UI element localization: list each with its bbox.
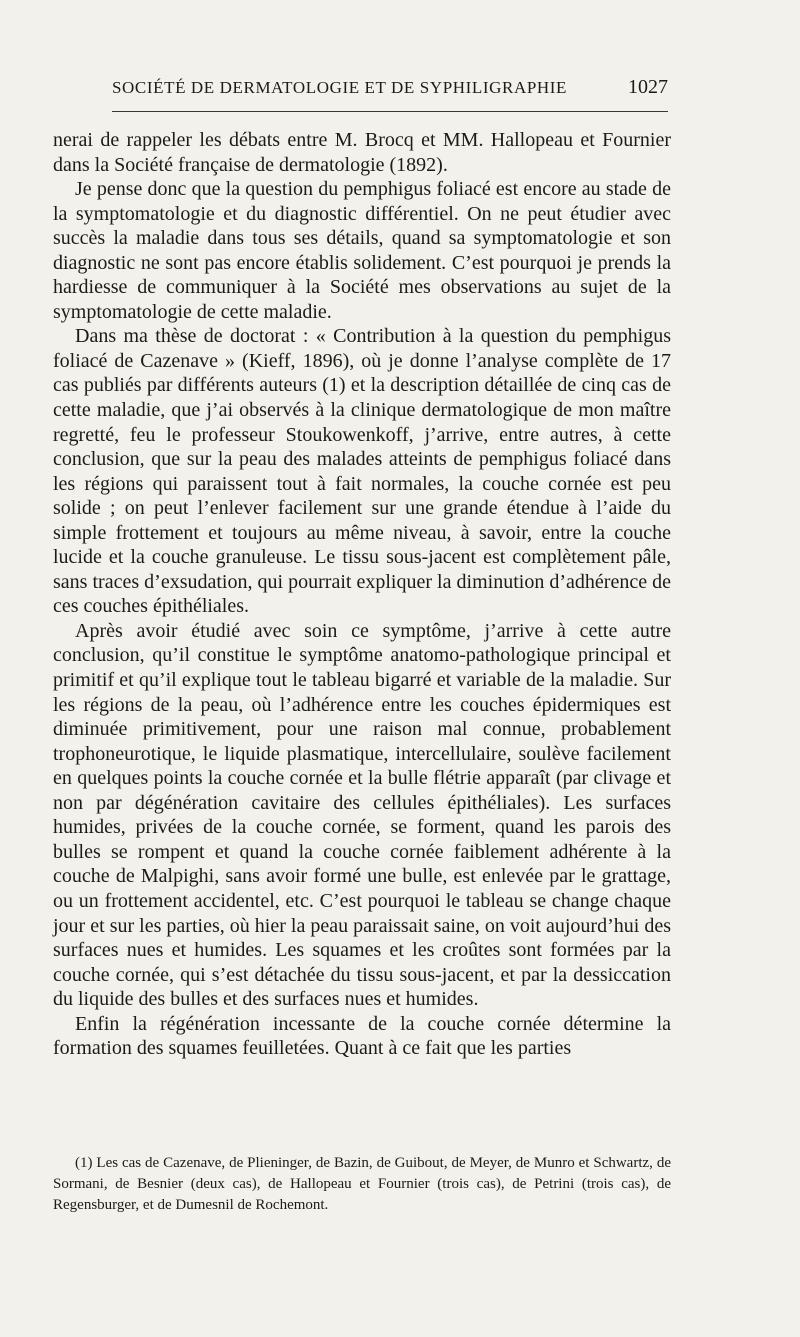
- header-rule: [112, 111, 668, 112]
- paragraph-continuation: nerai de rappeler les débats entre M. Brocq et MM. Hallopeau et Fournier dans la Société française de dermatologie (1892).: [53, 129, 671, 176]
- paragraph: Je pense donc que la question du pemphigus foliacé est encore au stade de la symptomatologie et du diagnostic différentiel. On ne peut étudier avec succès la maladie dans tous ses détails, quand sa symptomatologie et son diagnostic ne sont pas encore établis solidement. C’est pourquoi je prends la hardiesse de communiquer à la Société mes observations au sujet de la symptomatologie de cette maladie.: [53, 178, 671, 323]
- footnote-text: (1) Les cas de Cazenave, de Plieninger, de Bazin, de Guibout, de Meyer, de Munro et Schwartz, de Sormani, de Besnier (deux cas), de Hallopeau et Fournier (trois cas), de Petrini (trois cas), de Regensburger, et de Dumesnil de Rochemont.: [53, 1155, 671, 1213]
- body-text: [53, 128, 671, 1061]
- paragraph: Dans ma thèse de doctorat : « Contribution à la question du pemphigus foliacé de Cazenave » (Kieff, 1896), où je donne l’analyse complète de 17 cas publiés par différents auteurs (1) et la description détaillée de cinq cas de cette maladie, que j’ai observés à la clinique dermatologique de mon maître regretté, feu le professeur Stoukowenkoff, j’arrive, entre autres, à cette conclusion, que sur la peau des malades atteints de pemphigus foliacé dans les régions qui paraissent tout à fait normales, la couche cornée est peu solide ; on peut l’enlever facilement sur une grande étendue à l’aide du simple frottement et toujours au même niveau, à savoir, entre la couche lucide et la couche granuleuse. Le tissu sous-jacent est complètement pâle, sans traces d’exsudation, qui pourrait expliquer la diminution d’adhérence de ces couches épithéliales.: [53, 325, 671, 618]
- paragraph: Après avoir étudié avec soin ce symptôme, j’arrive à cette autre conclusion, qu’il constitue le symptôme anatomo-pathologique principal et primitif et qu’il explique tout le tableau bigarré et variable de la maladie. Sur les régions de la peau, où l’adhérence entre les couches épidermiques est diminuée primitivement, pour une raison mal connue, probablement trophoneurotique, le liquide plasmatique, intercellulaire, soulève facilement en quelques points la couche cornée et la bulle flétrie apparaît (par clivage et non par dégénération cavitaire des cellules épithéliales). Les surfaces humides, privées de la couche cornée, se forment, quand les parois des bulles se rompent et quand la couche cornée faiblement adhérente à la couche de Malpighi, sans avoir formé une bulle, est enlevée par le grattage, ou un frottement accidentel, etc. C’est pourquoi le tableau se change chaque jour et sur les parties, où hier la peau paraissait saine, on voit aujourd’hui des surfaces nues et humides. Les squames et les croûtes sont formées par la couche cornée, qui s’est détachée du tissu sous-jacent, et par la dessiccation du liquide des bulles et des surfaces nues et humides.: [53, 619, 671, 1011]
- running-title: SOCIÉTÉ DE DERMATOLOGIE ET DE SYPHILIGRAPHIE: [112, 78, 568, 97]
- page-number: 1027: [628, 76, 668, 98]
- running-header: [112, 76, 668, 100]
- footnote: [53, 1153, 671, 1216]
- paragraph: Enfin la régénération incessante de la couche cornée détermine la formation des squames feuilletées. Quant à ce fait que les parties: [53, 1012, 671, 1060]
